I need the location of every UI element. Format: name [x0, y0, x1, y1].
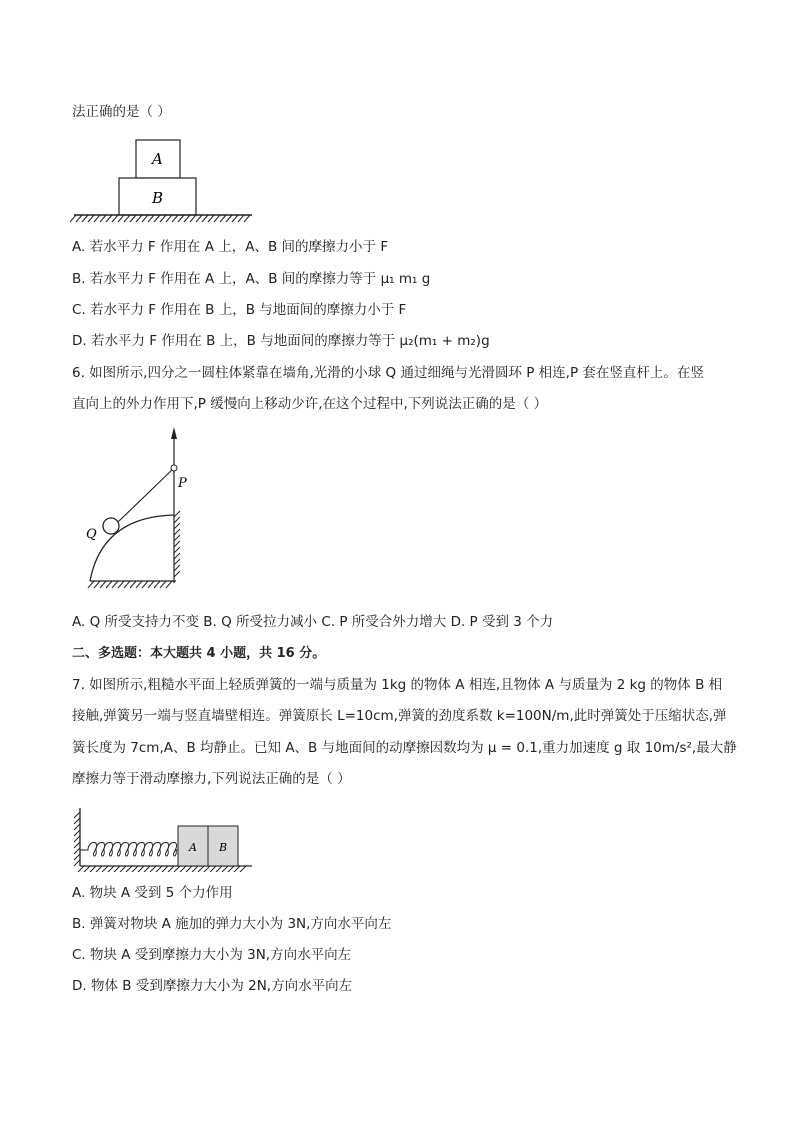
q5-stem-tail: 法正确的是（ ）: [72, 104, 171, 120]
block-a-label: A: [189, 841, 197, 854]
ground-hatch: [70, 215, 252, 222]
section-heading-multiple-choice: 二、多选题：本大题共 4 小题，共 16 分。: [72, 646, 326, 661]
up-arrow-icon: [171, 427, 177, 439]
block-a-label: A: [152, 150, 163, 168]
q7-option-a: A. 物块 A 受到 5 个力作用: [72, 885, 233, 901]
block-b-label: B: [219, 841, 228, 854]
q7-stem-line3: 簧长度为 7cm,A、B 均静止。已知 A、B 与地面间的动摩擦因数均为 μ = 0.1,重力加速度 g 取 10m/s²,最大静: [72, 740, 737, 756]
q7-option-b: B. 弹簧对物块 A 施加的弹力大小为 3N,方向水平向左: [72, 916, 392, 932]
q7-option-d: D. 物体 B 受到摩擦力大小为 2N,方向水平向左: [72, 978, 353, 994]
q5-option-d: D. 若水平力 F 作用在 B 上，B 与地面间的摩擦力等于 μ₂(m₁ + m₂)g: [72, 333, 490, 349]
ball-q: [103, 518, 119, 534]
q5-option-b: B. 若水平力 F 作用在 A 上，A、B 间的摩擦力等于 μ₁ m₁ g: [72, 271, 431, 287]
q7-stem-line1: 7. 如图所示,粗糙水平面上轻质弹簧的一端与质量为 1kg 的物体 A 相连,且物体 A 与质量为 2 kg 的物体 B 相: [72, 677, 723, 693]
q6-stem-line1: 6. 如图所示,四分之一圆柱体紧靠在墙角,光滑的小球 Q 通过细绳与光滑圆环 P 相连,P 套在竖直杆上。在竖: [72, 365, 704, 381]
ring-p: [171, 465, 177, 471]
q7-stem-line2: 接触,弹簧另一端与竖直墙壁相连。弹簧原长 L=10cm,弹簧的劲度系数 k=100N/m,此时弹簧处于压缩状态,弹: [72, 708, 727, 724]
q5-stacked-blocks-figure: [70, 136, 260, 228]
spring: [80, 843, 178, 857]
label-q: Q: [86, 527, 97, 542]
q7-stem-line4: 摩擦力等于滑动摩擦力,下列说法正确的是（ ）: [72, 771, 351, 787]
q7-spring-blocks-figure: [70, 806, 260, 872]
q5-option-c: C. 若水平力 F 作用在 B 上，B 与地面间的摩擦力小于 F: [72, 302, 407, 318]
block-b-label: B: [152, 189, 164, 207]
q6-stem-line2: 直向上的外力作用下,P 缓慢向上移动少许,在这个过程中,下列说法正确的是（ ）: [72, 396, 548, 412]
q6-cylinder-pulley-figure: [80, 425, 210, 593]
q6-options: A. Q 所受支持力不变 B. Q 所受拉力减小 C. P 所受合外力增大 D. P 受到 3 个力: [72, 614, 554, 630]
q7-option-c: C. 物块 A 受到摩擦力大小为 3N,方向水平向左: [72, 947, 352, 963]
q5-option-a: A. 若水平力 F 作用在 A 上，A、B 间的摩擦力小于 F: [72, 239, 389, 255]
label-p: P: [178, 476, 187, 491]
